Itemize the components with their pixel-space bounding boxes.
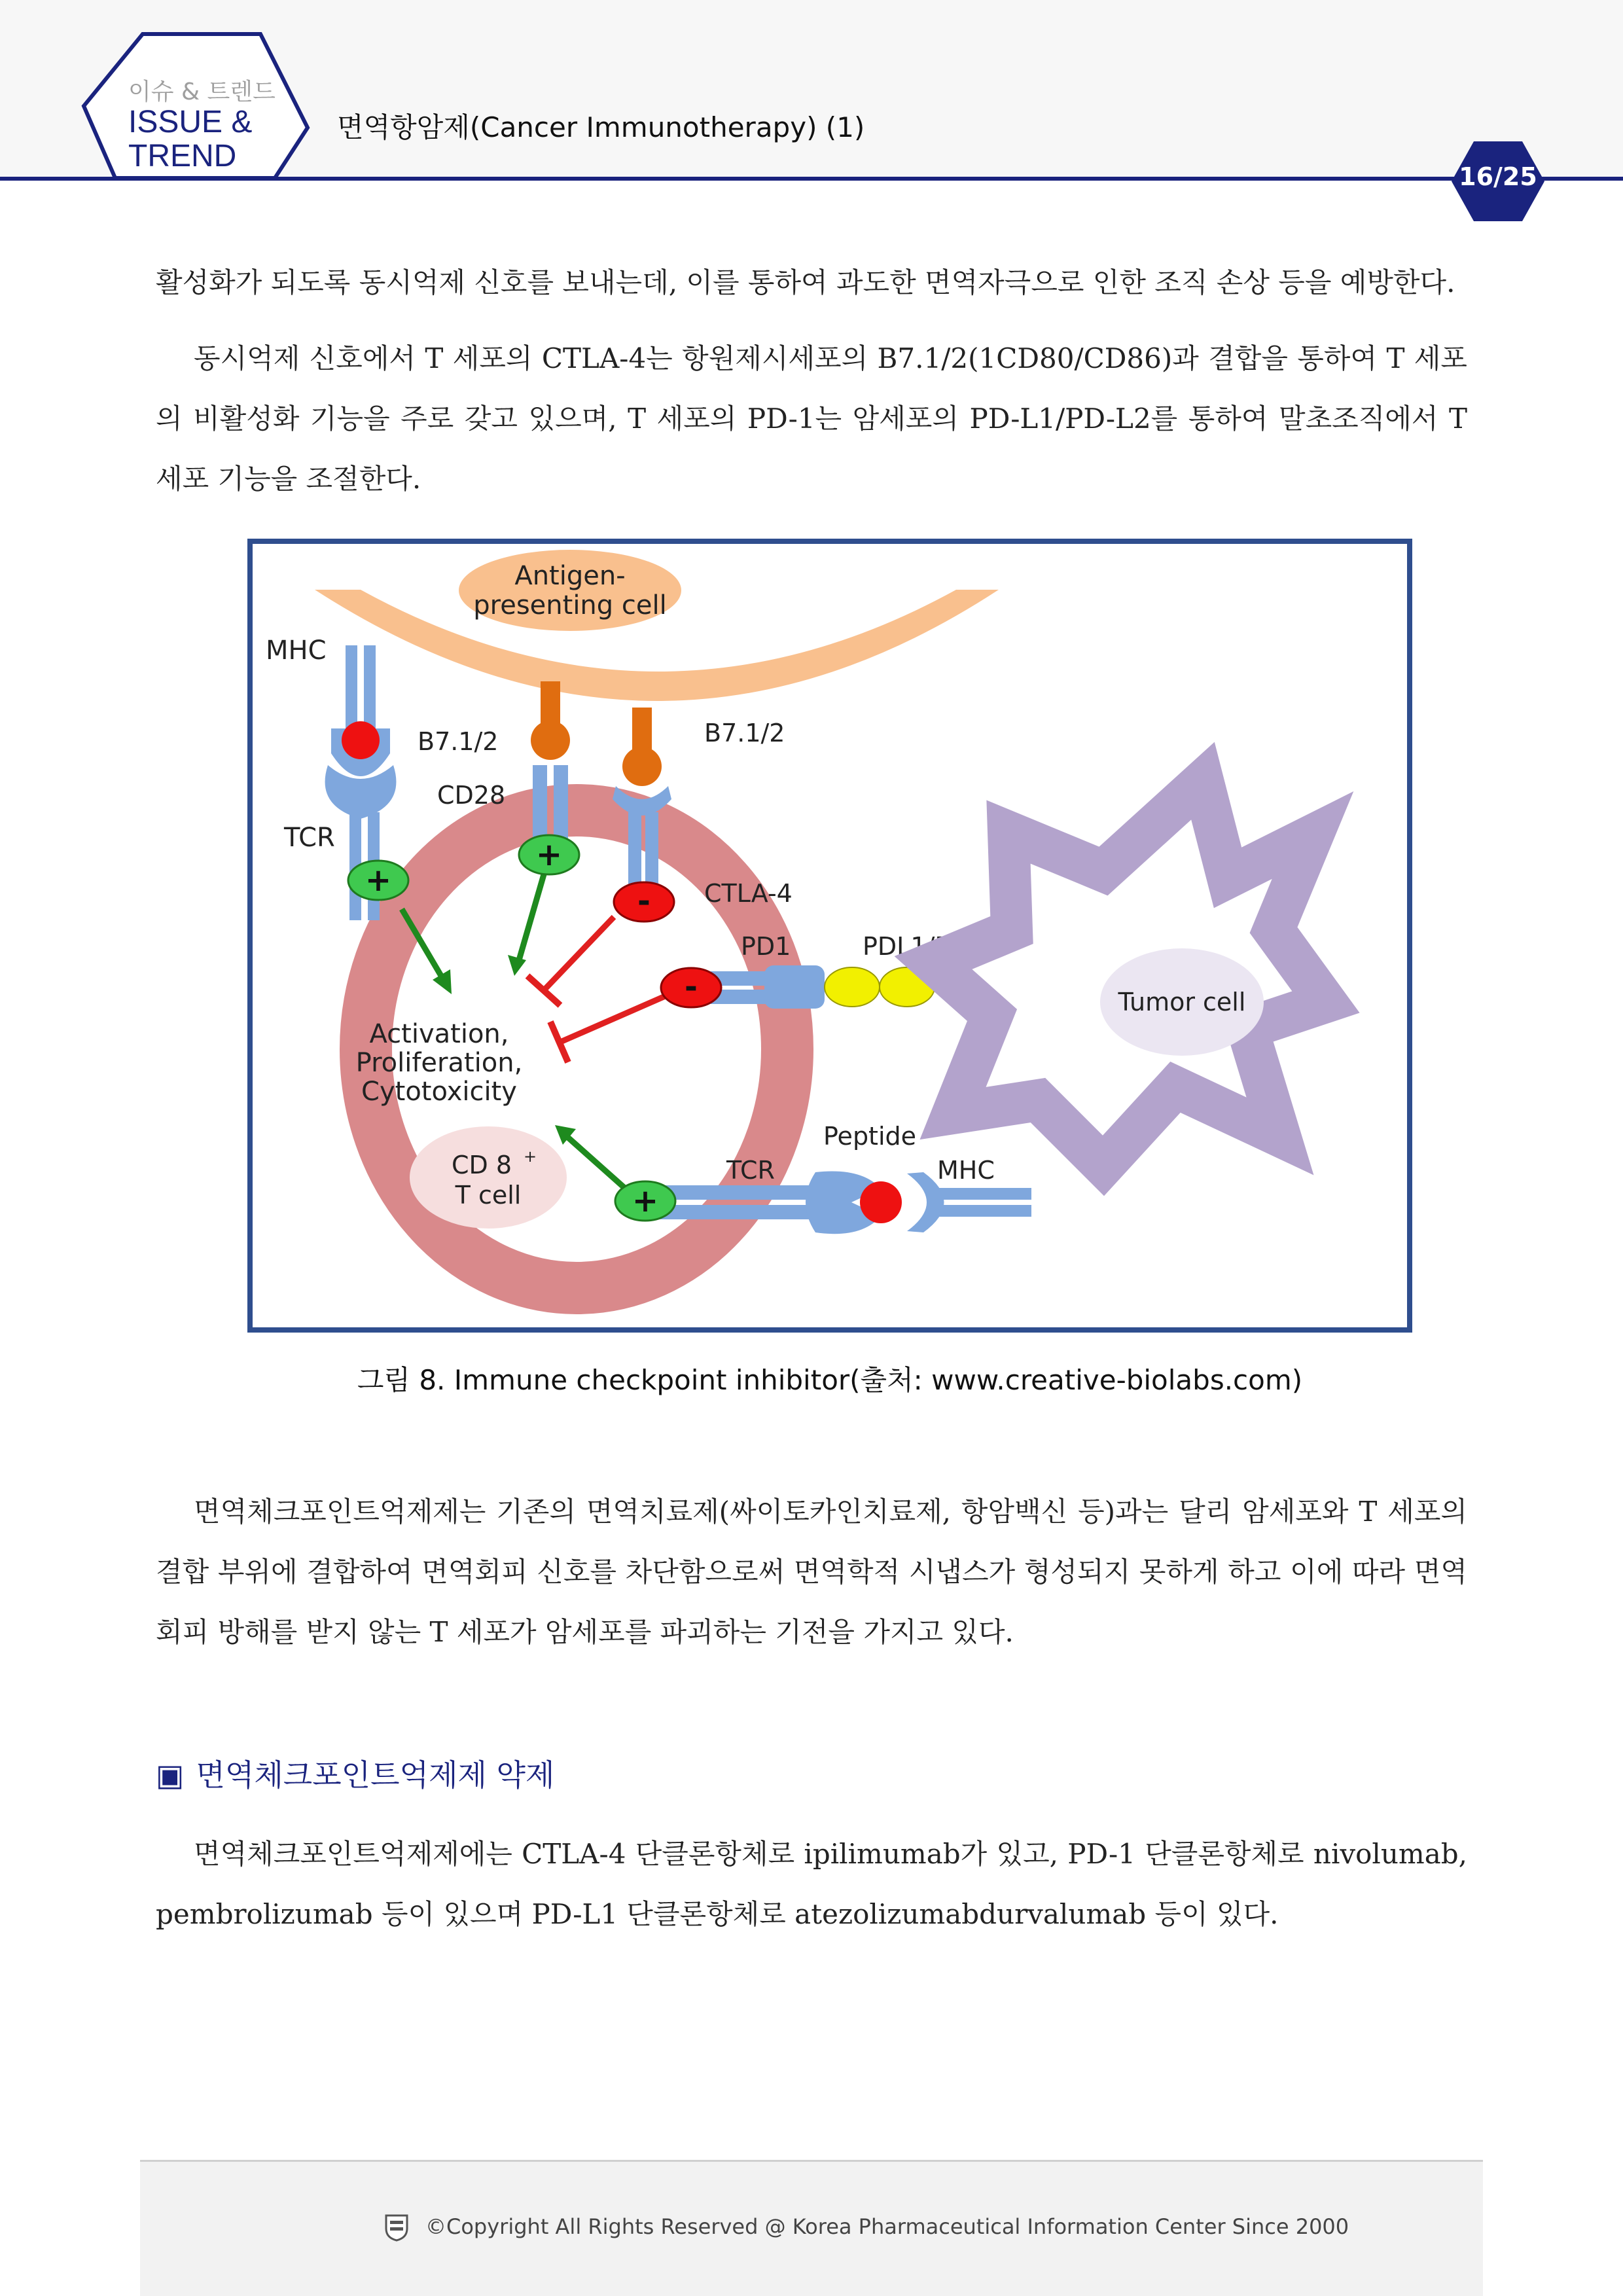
mhc-bottom-label: MHC <box>937 1156 995 1185</box>
activation-arrow-cd28-line <box>519 874 544 960</box>
bottom-peptide <box>860 1181 902 1223</box>
section-heading-text: 면역체크포인트억제제 약제 <box>196 1757 555 1793</box>
paragraph-4: 면역체크포인트억제제에는 CTLA-4 단클론항체로 ipilimumab가 있고, PD-1 단클론항체로 nivolumab, pembrolizumab 등이 있으며 PD-L1 단클론항체로 atezolizumabdurvalumab 등이 있다. <box>156 1838 1467 1930</box>
paragraph-1: 활성화가 되도록 동시억제 신호를 보내는데, 이를 통하여 과도한 면역자극으로 인한 조직 손상 등을 예방한다. <box>156 266 1455 298</box>
page-number: 16/25 <box>1459 162 1537 191</box>
mhc-top-label: MHC <box>266 636 327 666</box>
mhc-top-peptide <box>342 721 380 759</box>
b7-right-ligand <box>622 747 662 786</box>
b7-left-ligand <box>531 721 570 760</box>
paragraph-2: 동시억제 신호에서 T 세포의 CTLA-4는 항원제시세포의 B7.1/2(1CD80/CD86)과 결합을 통하여 T 세포의 비활성화 기능을 주로 갖고 있으며, T 세포의 PD-1는 암세포의 PD-L1/PD-L2를 통하여 말초조직에서 T 세포 기능을 조절한다. <box>156 342 1467 495</box>
footer-copyright: ©Copyright All Rights Reserved @ Korea Pharmaceutical Information Center Since 2000 <box>425 2214 1349 2239</box>
tcell-label-superscript: + <box>524 1147 537 1166</box>
pd1-label: PD1 <box>741 932 791 961</box>
plus-sign-bottom: + <box>632 1183 659 1219</box>
minus-sign-pd1: - <box>685 969 698 1005</box>
section-marker-icon: ▣ <box>156 1757 185 1793</box>
paragraph-3: 면역체크포인트억제제는 기존의 면역치료제(싸이토카인치료제, 항암백신 등)과는 달리 암세포와 T 세포의 결합 부위에 결합하여 면역회피 신호를 차단함으로써 면역학적 시냅스가 형성되지 못하게 하고 이에 따라 면역회피 방해를 받지 않는 T 세포가 암세포를 파괴하는 기전을 가지고 있다. <box>156 1496 1467 1648</box>
tumor-label: Tumor cell <box>1118 988 1246 1016</box>
b7-left-label: B7.1/2 <box>418 727 499 756</box>
tcr-top-label: TCR <box>284 823 335 853</box>
mhc-bottom-stalk-inner <box>933 1205 1031 1217</box>
plus-sign-cd28: + <box>535 836 563 873</box>
pdl-label: PDL1/PDL2 <box>863 932 999 961</box>
ctla4-label: CTLA-4 <box>704 879 793 908</box>
figure-caption: 그림 8. Immune checkpoint inhibitor(출처: www.creative-biolabs.com) <box>357 1364 1303 1396</box>
badge-korean-label: 이슈 & 트렌드 <box>128 79 276 105</box>
section-heading <box>156 1751 554 1795</box>
apc-label-line2: presenting cell <box>473 590 667 620</box>
activation-line1: Activation, <box>369 1019 509 1049</box>
page-title: 면역항암제(Cancer Immunotherapy) (1) <box>337 111 865 143</box>
peptide-label: Peptide <box>823 1122 917 1151</box>
inhibit-line-ctla4 <box>544 917 614 990</box>
immune-checkpoint-diagram <box>253 544 1407 1327</box>
minus-sign-ctla4: - <box>637 883 651 920</box>
badge-line-issue: ISSUE & <box>128 105 253 139</box>
cd28-label: CD28 <box>437 781 506 810</box>
tcr-bottom-label: TCR <box>726 1156 775 1185</box>
activation-arrow-bottom-line <box>568 1138 628 1191</box>
plus-sign-tcr: + <box>365 862 392 899</box>
immune-checkpoint-figure <box>247 539 1412 1333</box>
tcell-label-line1: CD 8 <box>451 1151 512 1179</box>
pdl-domain-1 <box>825 967 880 1007</box>
b7-right-label: B7.1/2 <box>704 719 785 747</box>
activation-line3: Cytotoxicity <box>361 1077 517 1107</box>
badge-line-trend: TREND <box>128 139 237 173</box>
mhc-bottom-stalk-outer <box>933 1188 1031 1200</box>
tcell-label-line2: T cell <box>455 1181 522 1210</box>
activation-line2: Proliferation, <box>355 1048 523 1078</box>
pd1-head <box>764 965 825 1009</box>
apc-label-line1: Antigen- <box>514 561 626 591</box>
activation-arrow-cd28-head <box>508 955 526 976</box>
kpic-shield-icon <box>383 2213 410 2242</box>
